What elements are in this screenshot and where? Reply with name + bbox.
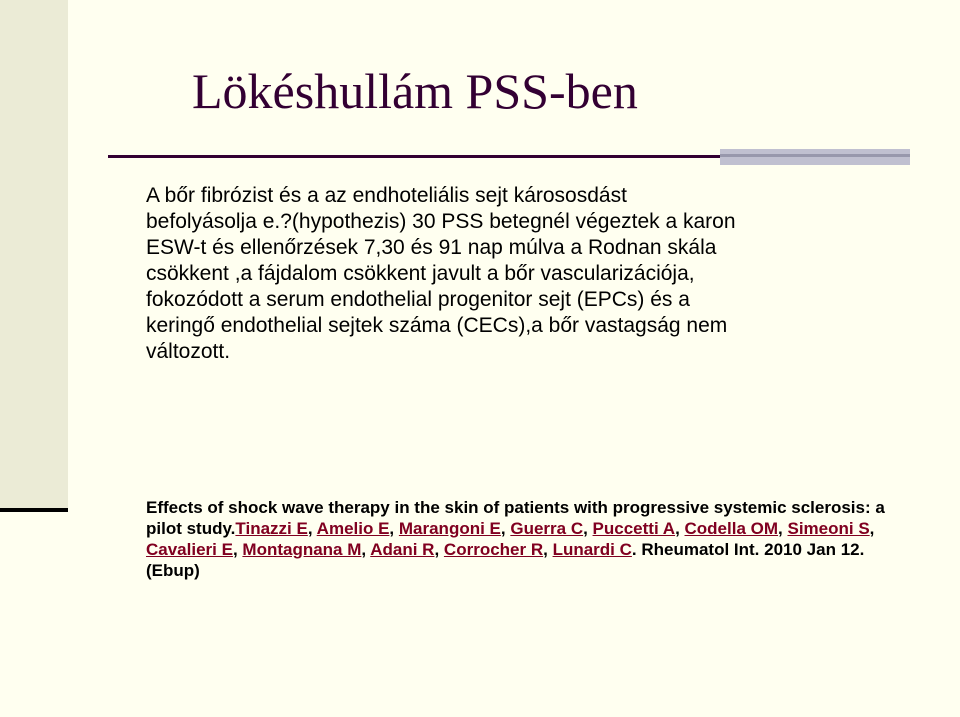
author-link[interactable]: Lunardi C [552,540,632,559]
title-accent-line [720,154,910,157]
title-underline [108,155,720,158]
author-link[interactable]: Guerra C [510,519,584,538]
author-link[interactable]: Codella OM [684,519,779,538]
author-link[interactable]: Montagnana M [242,540,362,559]
author-link[interactable]: Tinazzi E [235,519,308,538]
author-link[interactable]: Marangoni E [398,519,501,538]
author-link[interactable]: Simeoni S [787,519,870,538]
body-paragraph: A bőr fibrózist és a az endhoteliális sejt kárososdást befolyásolja e.?(hypothezis) 30 PSS betegnél végeztek a karon ESW-t és ellenőrzések 7,30 és 91 nap múlva a Rodnan skála csökkent ,a fájdalom csökkent javult a bőr vascularizációja, fokozódott a serum endothelial progenitor sejt (EPCs) és a keringő endothelial sejtek száma (CECs),a bőr vastagság nem változott. [146,184,736,363]
left-decor-line [0,508,68,512]
author-link[interactable]: Adani R [370,540,435,559]
reference-source: . Rheumatol Int. 2010 Jan 12.(Ebup) [146,540,865,580]
author-link[interactable]: Puccetti A [592,519,676,538]
slide-title: Lökéshullám PSS-ben [192,63,638,119]
title-accent-block [720,149,910,165]
author-list: Tinazzi E, Amelio E, Marangoni E, Guerra C, Puccetti A, Codella OM, Simeoni S, Cavalieri E, Montagnana M, Adani R, Corrocher R, Lunardi C [146,519,875,559]
author-link[interactable]: Corrocher R [443,540,544,559]
reference-title: Effects of shock wave therapy in the skin of patients with progressive systemic sclerosis: a pilot study. [146,498,885,538]
reference-citation [146,497,916,581]
author-link[interactable]: Cavalieri E [146,540,233,559]
left-decor-band [0,0,68,508]
author-link[interactable]: Amelio E [316,519,390,538]
